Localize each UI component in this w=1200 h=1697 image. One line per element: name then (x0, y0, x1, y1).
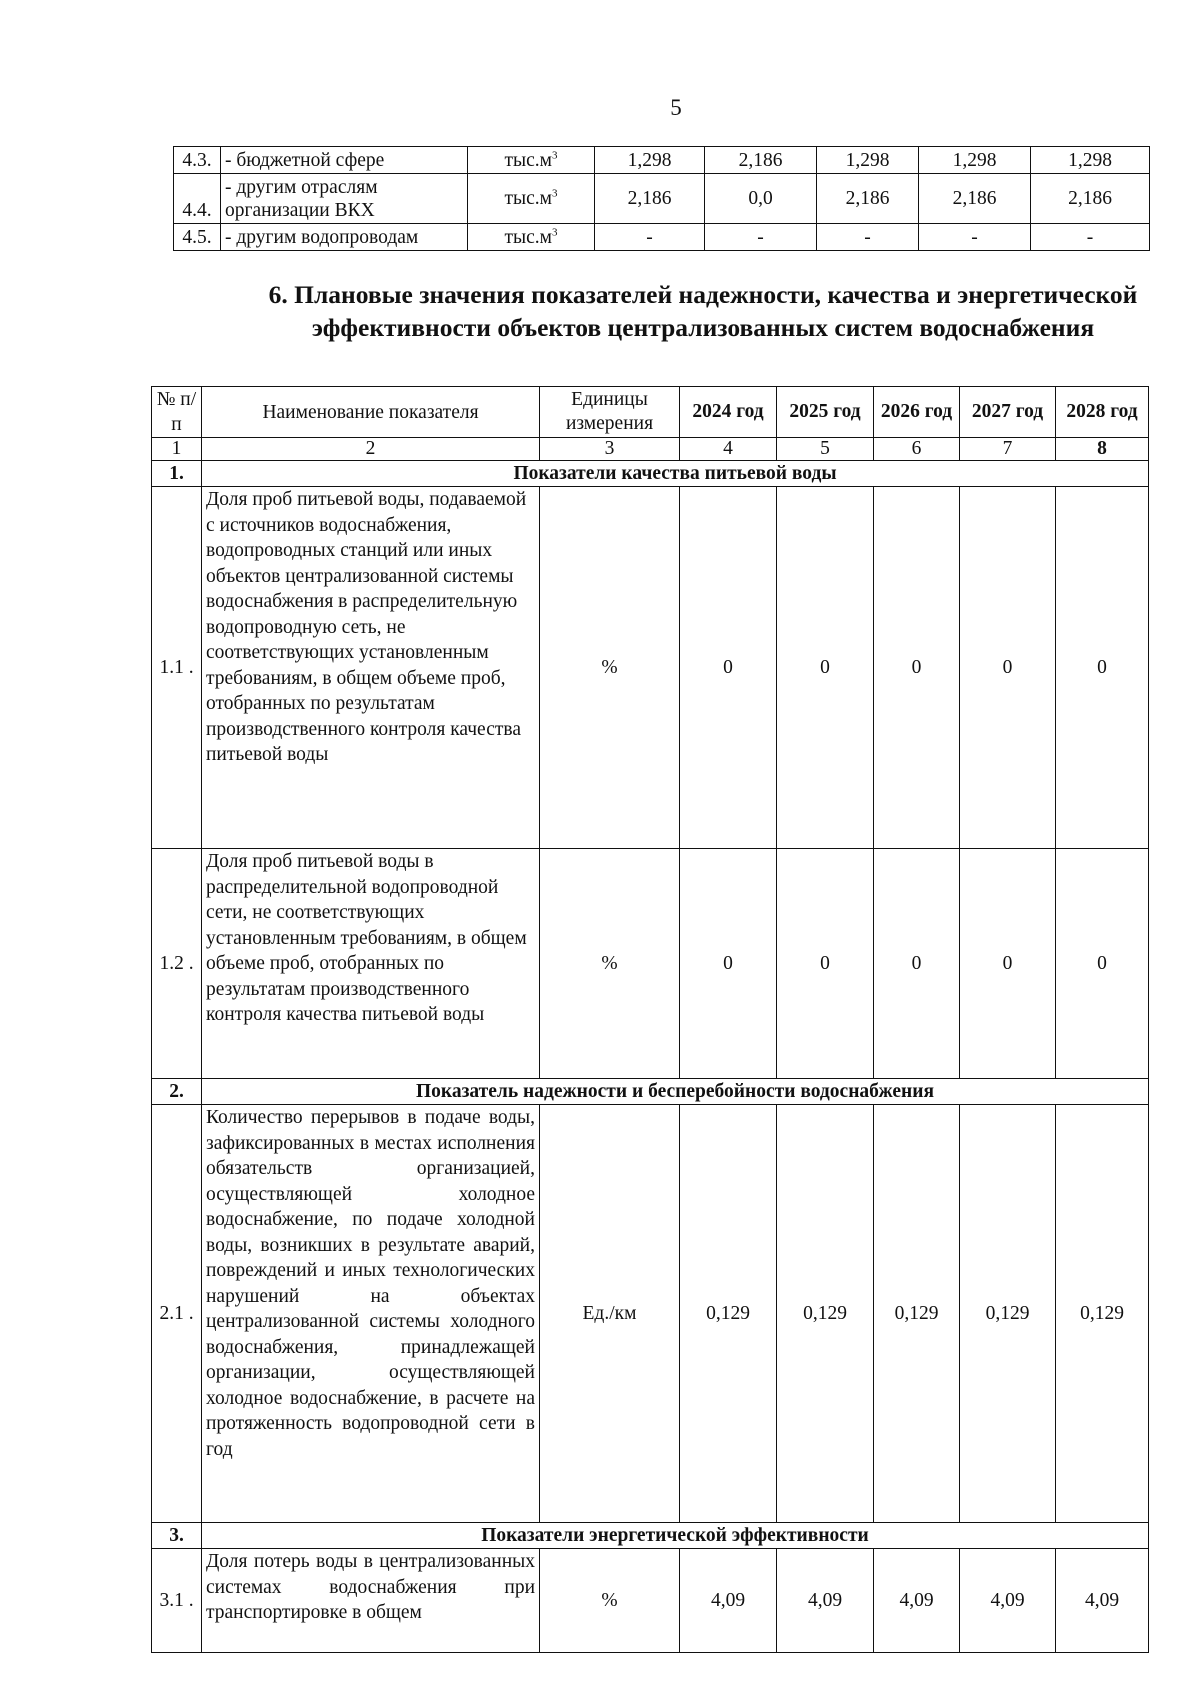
page-number: 5 (670, 95, 682, 120)
indicator-value: 0 (1056, 849, 1149, 1079)
column-index: 2 (202, 438, 540, 461)
indicator-row (152, 487, 1149, 849)
indicator-value: 0 (960, 849, 1056, 1079)
indicator-value: 0 (874, 849, 960, 1079)
column-index: 7 (960, 438, 1056, 461)
value-cell: 1,298 (919, 147, 1031, 174)
indicator-number: 1.1 . (152, 487, 202, 849)
value-cell: 0,0 (705, 174, 817, 224)
value-cell: - (919, 224, 1031, 251)
volume-table (173, 146, 1150, 251)
row-label: - другим отраслям организации ВКХ (221, 174, 468, 224)
value-cell: 2,186 (919, 174, 1031, 224)
row-label: - другим водопроводам (221, 224, 468, 251)
value-cell: 1,298 (1031, 147, 1150, 174)
row-number: 4.3. (174, 147, 221, 174)
indicator-value: 0 (777, 487, 874, 849)
header-name: Наименование показателя (202, 387, 540, 438)
indicator-row (152, 1105, 1149, 1523)
row-number: 4.4. (174, 174, 221, 224)
header-row (152, 387, 1149, 438)
indicator-name: Доля проб питьевой воды в распределительной водопроводной сети, не соответствующих установленным требованиям, в общем объеме проб, отобранных по результатам производственного контроля качества питьевой воды (202, 849, 540, 1079)
unit-cell: $тыс.м^3$ (468, 147, 595, 174)
header-year: 2025 год (777, 387, 874, 438)
indicator-name: Доля проб питьевой воды, подаваемой с источников водоснабжения, водопроводных станций или иных объектов централизованной системы водоснабжения в распределительную водопроводную сеть, не соответствующих установленным требованиям, в общем объеме проб, отобранных по результатам производственного контроля качества питьевой воды (202, 487, 540, 849)
indicator-unit: % (540, 487, 680, 849)
indicator-value: 0,129 (680, 1105, 777, 1523)
indicator-unit: Ед./км (540, 1105, 680, 1523)
indicator-row (152, 1549, 1149, 1653)
value-cell: 2,186 (1031, 174, 1150, 224)
table-row (174, 147, 1150, 174)
value-cell: - (817, 224, 919, 251)
section-title: Показатели качества питьевой воды (202, 461, 1149, 487)
header-year: 2024 год (680, 387, 777, 438)
indicator-value: 4,09 (960, 1549, 1056, 1653)
column-index: 6 (874, 438, 960, 461)
indicator-value: 0 (960, 487, 1056, 849)
table-row (174, 174, 1150, 224)
value-cell: 1,298 (817, 147, 919, 174)
section-row (152, 1079, 1149, 1105)
indicator-value: 0 (680, 849, 777, 1079)
header-year: 2026 год (874, 387, 960, 438)
header-unit: Единицы измерения (540, 387, 680, 438)
section-title: Показатель надежности и бесперебойности водоснабжения (202, 1079, 1149, 1105)
indicator-value: 4,09 (777, 1549, 874, 1653)
column-index-row (152, 438, 1149, 461)
value-cell: - (595, 224, 705, 251)
indicator-value: 0 (777, 849, 874, 1079)
indicator-unit: % (540, 849, 680, 1079)
indicator-row (152, 849, 1149, 1079)
indicator-value: 0,129 (777, 1105, 874, 1523)
unit-cell: $тыс.м^3$ (468, 174, 595, 224)
indicator-value: 0,129 (874, 1105, 960, 1523)
section-row (152, 1523, 1149, 1549)
value-cell: 1,298 (595, 147, 705, 174)
column-index: 3 (540, 438, 680, 461)
section-number: 1. (152, 461, 202, 487)
indicator-number: 2.1 . (152, 1105, 202, 1523)
indicator-value: 0,129 (1056, 1105, 1149, 1523)
value-cell: - (1031, 224, 1150, 251)
section-row (152, 461, 1149, 487)
indicator-number: 3.1 . (152, 1549, 202, 1653)
indicator-name: Доля потерь воды в централизованных системах водоснабжения при транспортировке в общем (202, 1549, 540, 1653)
section-number: 3. (152, 1523, 202, 1549)
section-title: 6. Плановые значения показателей надежности, качества и энергетической эффективности объектов централизованных систем водоснабжения (268, 280, 1138, 342)
header-year: 2027 год (960, 387, 1056, 438)
column-index: 4 (680, 438, 777, 461)
unit-cell: $тыс.м^3$ (468, 224, 595, 251)
header-year: 2028 год (1056, 387, 1149, 438)
indicator-number: 1.2 . (152, 849, 202, 1079)
value-cell: 2,186 (595, 174, 705, 224)
section-title: Показатели энергетической эффективности (202, 1523, 1149, 1549)
column-index: 5 (777, 438, 874, 461)
table-row (174, 224, 1150, 251)
row-label: - бюджетной сфере (221, 147, 468, 174)
value-cell: 2,186 (817, 174, 919, 224)
indicator-value: 0 (1056, 487, 1149, 849)
indicator-value: 4,09 (874, 1549, 960, 1653)
indicator-value: 0,129 (960, 1105, 1056, 1523)
header-num: № п/п (152, 387, 202, 438)
value-cell: - (705, 224, 817, 251)
indicators-table (151, 386, 1149, 1653)
indicator-name: Количество перерывов в подаче воды, зафиксированных в местах исполнения обязательств организацией, осуществляющей холодное водоснабжение, по подаче холодной воды, возникших в результате аварий, повреждений и иных технологических нарушений на объектах централизованной системы холодного водоснабжения, принадлежащей организации, осуществляющей холодное водоснабжение, в расчете на протяженность водопроводной сети в год (202, 1105, 540, 1523)
indicator-value: 0 (874, 487, 960, 849)
indicator-unit: % (540, 1549, 680, 1653)
row-number: 4.5. (174, 224, 221, 251)
column-index: 8 (1056, 438, 1149, 461)
value-cell: 2,186 (705, 147, 817, 174)
indicator-value: 4,09 (680, 1549, 777, 1653)
column-index: 1 (152, 438, 202, 461)
indicator-value: 4,09 (1056, 1549, 1149, 1653)
section-number: 2. (152, 1079, 202, 1105)
indicator-value: 0 (680, 487, 777, 849)
